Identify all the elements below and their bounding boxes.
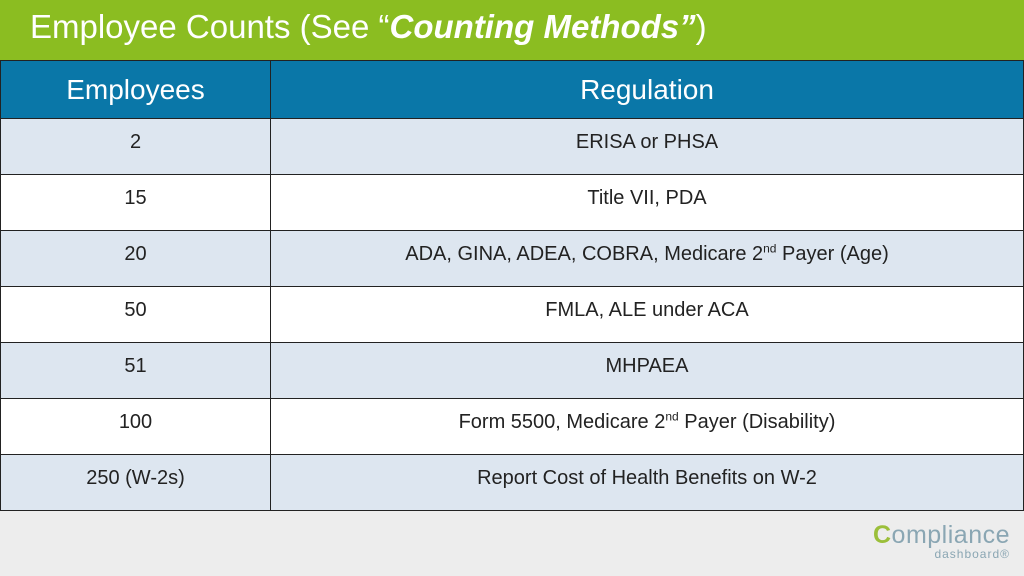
regulation-text-end: Payer (Age): [776, 243, 889, 265]
header-employees: Employees: [1, 61, 271, 119]
employees-cell: 100: [1, 399, 271, 455]
title-suffix: ): [695, 8, 707, 45]
table-row: [1, 287, 1024, 343]
regulation-cell: Report Cost of Health Benefits on W-2: [271, 455, 1024, 511]
employees-cell: 20: [1, 231, 271, 287]
table-row: [1, 231, 1024, 287]
page-title: [30, 8, 707, 46]
employees-cell: 15: [1, 175, 271, 231]
regulation-cell: FMLA, ALE under ACA: [271, 287, 1024, 343]
regulation-cell: [271, 231, 1024, 287]
employees-cell: 50: [1, 287, 271, 343]
compliance-dashboard-logo: [873, 522, 1010, 560]
logo-main-text: ompliance: [891, 521, 1010, 549]
logo-registered: ®: [1000, 547, 1010, 561]
table-row: [1, 175, 1024, 231]
ordinal-suffix: nd: [763, 241, 777, 256]
title-emphasis: Counting Methods”: [389, 8, 696, 45]
ordinal-suffix: nd: [665, 409, 679, 424]
logo-subtitle: [873, 548, 1010, 560]
table-row: [1, 399, 1024, 455]
logo-mark: C: [872, 521, 892, 549]
regulation-cell: ERISA or PHSA: [271, 119, 1024, 175]
regulation-cell: MHPAEA: [271, 343, 1024, 399]
employees-cell: 250 (W-2s): [1, 455, 271, 511]
table-row: [1, 343, 1024, 399]
regulation-cell: [271, 399, 1024, 455]
employees-cell: 2: [1, 119, 271, 175]
logo-wordmark: [873, 522, 1010, 548]
table-row: [1, 455, 1024, 511]
logo-sub-text: dashboard: [934, 547, 1001, 561]
table-row: [1, 119, 1024, 175]
employees-cell: 51: [1, 343, 271, 399]
header-regulation: Regulation: [271, 61, 1024, 119]
title-prefix: Employee Counts (See “: [30, 8, 390, 45]
regulation-table: [0, 60, 1024, 511]
regulation-cell: Title VII, PDA: [271, 175, 1024, 231]
table-header-row: [1, 61, 1024, 119]
regulation-text: Form 5500, Medicare 2: [458, 411, 666, 433]
regulation-text-end: Payer (Disability): [678, 411, 836, 433]
regulation-text: ADA, GINA, ADEA, COBRA, Medicare 2: [405, 243, 764, 265]
title-bar: [0, 0, 1024, 60]
